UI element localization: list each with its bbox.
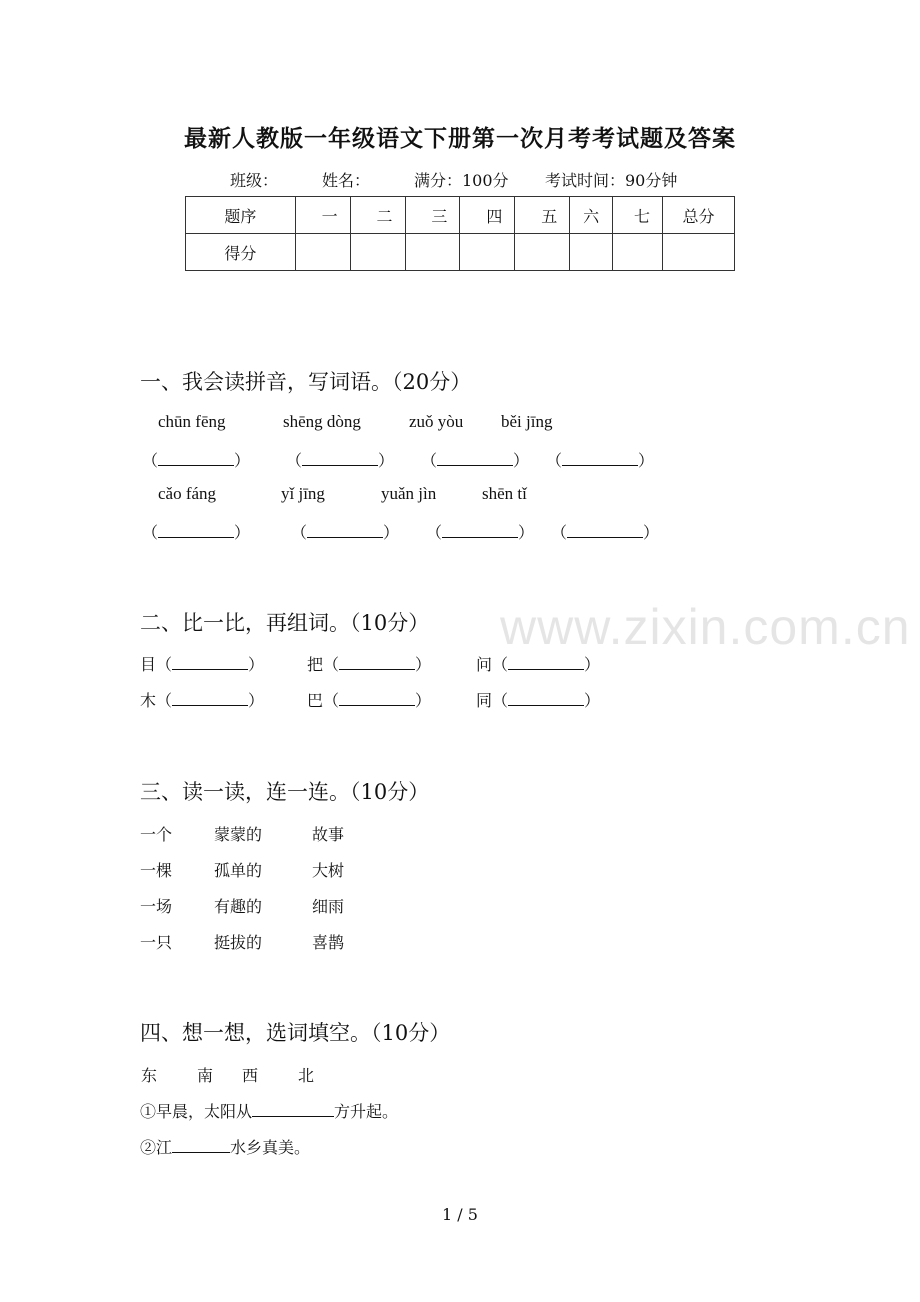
exam-time-label: 考试时间：90分钟 [545,171,678,190]
compare-char: 目 [140,655,157,674]
blank-line[interactable] [508,655,584,670]
match-word[interactable]: 一个 [140,825,173,844]
compare-item [140,652,264,675]
score-table-score-row [186,234,735,271]
blank-line[interactable] [567,523,643,538]
paren-open: （ [323,655,340,674]
score-header-cell: 题序 [186,197,296,234]
pinyin: běi jīng [501,412,553,431]
answer-blank[interactable] [142,448,250,471]
blank-line[interactable] [339,691,415,706]
paren-close: ） [643,523,660,542]
word-choice: 南 [197,1066,214,1085]
score-header-cell: 二 [350,197,405,234]
paren-open: （ [323,691,340,710]
paren-open: （ [156,691,173,710]
paren-close: ） [248,655,265,674]
paren-close: ） [248,691,265,710]
compare-item [476,652,600,675]
paren-close: ） [234,523,251,542]
question-text: 方升起。 [334,1102,399,1121]
section-2-title: 二、比一比，再组词。（10分） [140,611,430,635]
score-header-cell: 三 [405,197,460,234]
pinyin: shēn tǐ [482,484,527,503]
score-header-cell: 五 [515,197,570,234]
compare-char: 巴 [307,691,324,710]
paren-close: ） [638,451,655,470]
paren-open: （ [156,655,173,674]
paren-close: ） [415,691,432,710]
full-score-label: 满分：100分 [414,171,509,190]
answer-blank[interactable] [426,520,534,543]
paren-close: ） [234,451,251,470]
score-cell[interactable] [570,234,613,271]
page-number: 1 / 5 [442,1205,478,1224]
paren-open: （ [546,451,563,470]
match-word[interactable]: 大树 [312,861,345,880]
word-choice: 北 [298,1066,315,1085]
compare-char: 把 [307,655,324,674]
paren-open: （ [426,523,443,542]
match-word[interactable]: 细雨 [312,897,345,916]
compare-item [307,688,431,711]
blank-line[interactable] [339,655,415,670]
paren-close: ） [415,655,432,674]
match-word[interactable]: 喜鹊 [312,933,345,952]
blank-line[interactable] [252,1102,334,1117]
compare-item [476,688,600,711]
page-title: 最新人教版一年级语文下册第一次月考考试题及答案 [184,125,736,152]
question-text: 水乡真美。 [230,1138,311,1157]
blank-line[interactable] [172,1138,230,1153]
blank-line[interactable] [172,691,248,706]
paren-close: ） [513,451,530,470]
word-choice: 西 [242,1066,259,1085]
pinyin: chūn fēng [158,412,226,431]
pinyin: yǐ jīng [281,484,325,503]
score-table-header-row [186,197,735,234]
score-cell[interactable] [350,234,405,271]
match-word[interactable]: 一场 [140,897,173,916]
fill-question-2 [140,1135,310,1158]
score-cell[interactable] [515,234,570,271]
name-label: 姓名： [322,171,371,190]
score-header-cell: 六 [570,197,613,234]
match-word[interactable]: 一只 [140,933,173,952]
match-word[interactable]: 一棵 [140,861,173,880]
compare-char: 问 [476,655,493,674]
paren-close: ） [584,655,601,674]
paren-close: ） [518,523,535,542]
fill-question-1 [140,1099,398,1122]
compare-char: 同 [476,691,493,710]
section-3-title: 三、读一读，连一连。（10分） [140,780,430,804]
blank-line[interactable] [302,451,378,466]
match-word[interactable]: 蒙蒙的 [214,825,263,844]
answer-blank[interactable] [546,448,654,471]
score-header-cell: 四 [460,197,515,234]
question-text: ①早晨，太阳从 [140,1102,253,1121]
compare-item [140,688,264,711]
score-cell[interactable] [405,234,460,271]
paren-close: ） [383,523,400,542]
watermark: www.zixin.com.cn [500,599,911,655]
score-header-cell: 总分 [663,197,735,234]
paren-open: （ [492,655,509,674]
blank-line[interactable] [437,451,513,466]
answer-blank[interactable] [291,520,399,543]
paren-open: （ [421,451,438,470]
blank-line[interactable] [158,523,234,538]
answer-blank[interactable] [286,448,394,471]
blank-line[interactable] [562,451,638,466]
blank-line[interactable] [307,523,383,538]
section-1-title: 一、我会读拼音，写词语。（20分） [140,370,472,394]
pinyin: shēng dòng [283,412,361,431]
compare-char: 木 [140,691,157,710]
word-choice: 东 [141,1066,158,1085]
paren-open: （ [286,451,303,470]
paren-close: ） [584,691,601,710]
score-header-cell: 七 [613,197,663,234]
paren-close: ） [378,451,395,470]
match-word[interactable]: 有趣的 [214,897,263,916]
score-cell[interactable] [613,234,663,271]
paren-open: （ [291,523,308,542]
paren-open: （ [492,691,509,710]
paren-open: （ [142,451,159,470]
score-cell[interactable] [460,234,515,271]
score-header-cell: 一 [295,197,350,234]
section-4-title: 四、想一想，选词填空。（10分） [140,1021,451,1045]
paren-open: （ [551,523,568,542]
match-word[interactable]: 挺拔的 [214,933,263,952]
blank-line[interactable] [158,451,234,466]
answer-blank[interactable] [551,520,659,543]
class-label: 班级： [230,171,279,190]
compare-item [307,652,431,675]
paren-open: （ [142,523,159,542]
score-table [185,196,735,271]
question-text: ②江 [140,1138,173,1157]
pinyin: zuǒ yòu [409,412,464,431]
blank-line[interactable] [508,691,584,706]
answer-blank[interactable] [421,448,529,471]
answer-blank[interactable] [142,520,250,543]
blank-line[interactable] [442,523,518,538]
pinyin: cǎo fáng [158,484,217,503]
match-word[interactable]: 故事 [312,825,345,844]
pinyin: yuǎn jìn [381,484,437,503]
blank-line[interactable] [172,655,248,670]
score-cell[interactable] [663,234,735,271]
score-cell[interactable] [295,234,350,271]
score-row-label: 得分 [186,234,296,271]
match-word[interactable]: 孤单的 [214,861,263,880]
